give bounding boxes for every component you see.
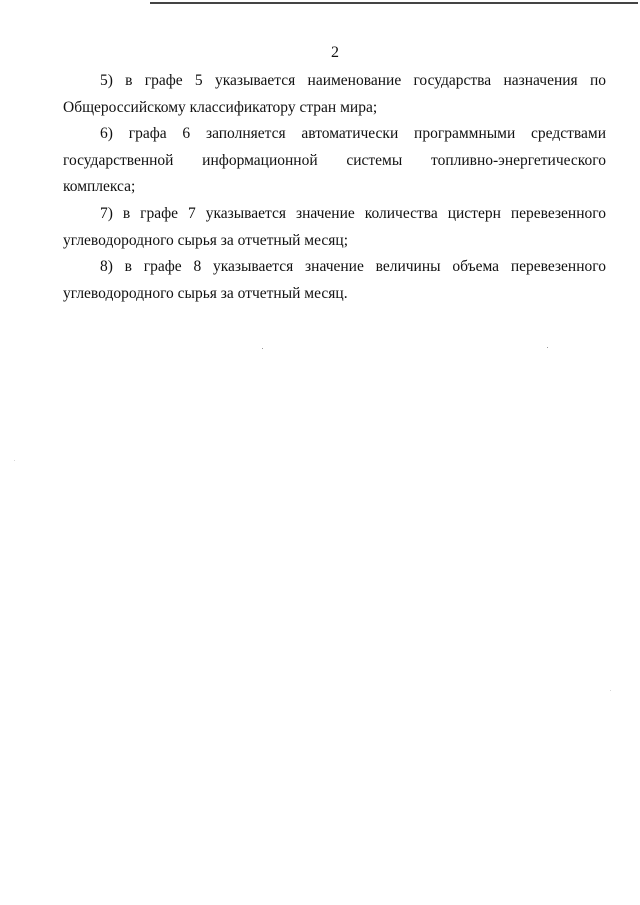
- top-border-line: [150, 2, 638, 4]
- scan-speck: [610, 690, 611, 691]
- paragraph-item-8: 8) в графе 8 указывается значение величины объема перевезенного углеводородного сырья за отчетный месяц.: [63, 258, 606, 302]
- scan-speck: [547, 347, 548, 348]
- page-number: 2: [331, 44, 339, 61]
- paragraph-item-5: 5) в графе 5 указывается наименование государства назначения по Общероссийскому классификатору стран мира;: [63, 72, 606, 116]
- paragraph-item-7: 7) в графе 7 указывается значение количества цистерн перевезенного углеводородного сырья за отчетный месяц;: [63, 204, 606, 249]
- scan-speck: [262, 348, 263, 349]
- scan-speck: [14, 460, 15, 461]
- paragraph-item-6: 6) графа 6 заполняется автоматически программными средствами государственной информационной системы топливно-энергетического комплекса;: [63, 125, 606, 196]
- document-body: [63, 68, 606, 307]
